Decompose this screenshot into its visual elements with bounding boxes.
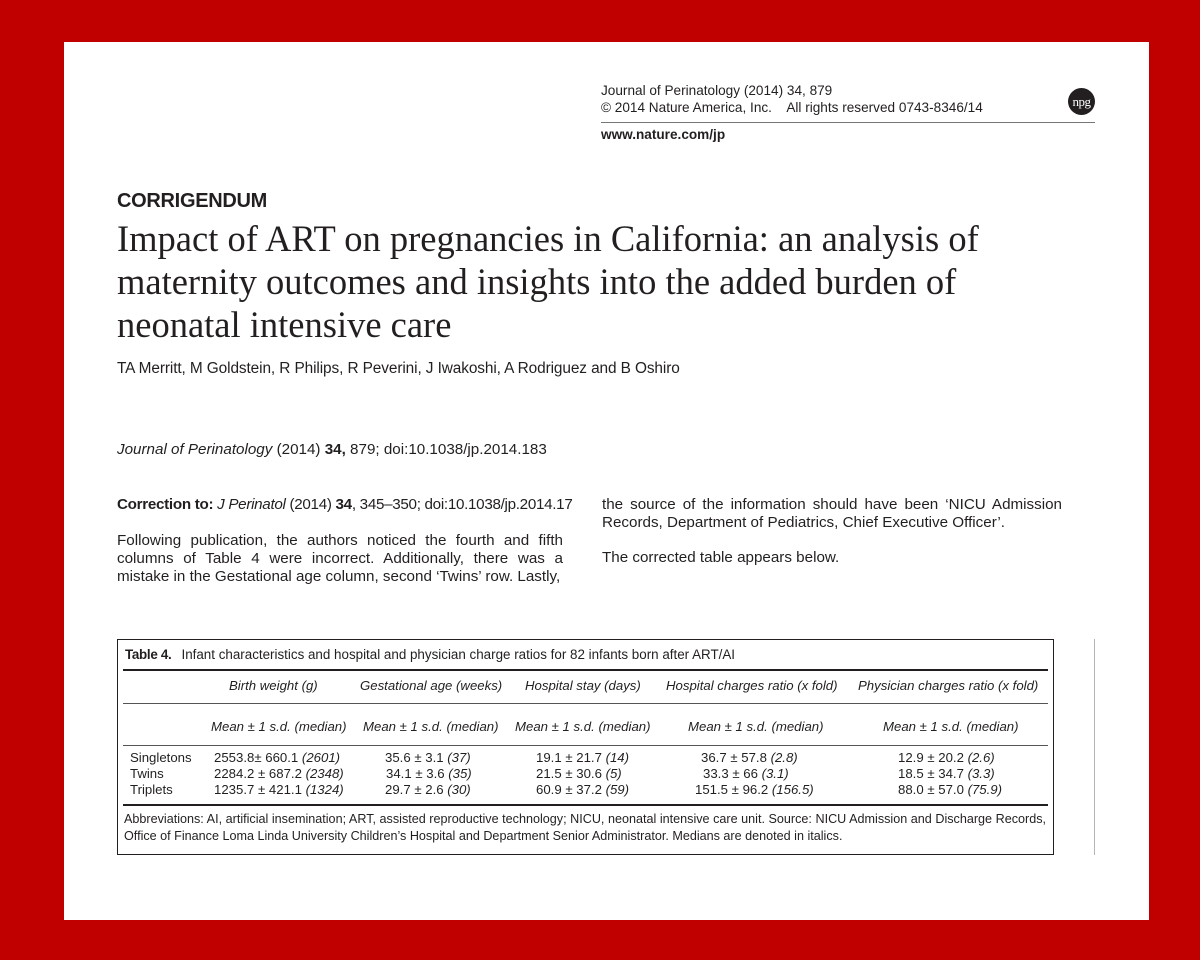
table-rule-header [123,703,1048,704]
subheader-hospital-charges: Mean ± 1 s.d. (median) [688,719,824,734]
column-header-hospital-stay: Hospital stay (days) [525,678,641,693]
table-cell: 19.1 ± 21.7 (14) [536,750,630,765]
table-cell: 36.7 ± 57.8 (2.8) [701,750,798,765]
npg-logo-text: npg [1072,94,1091,109]
citation-journal: Journal of Perinatology [117,441,273,458]
table-rule-top [123,669,1048,671]
row-label-twins: Twins [130,766,164,781]
body-paragraph-left: Following publication, the authors noticed the fourth and fifth columns of Table 4 were incorrect. Additionally, there was a mistake in the Gestational age column, second ‘Twins’ row. Lastly, [117,532,563,585]
correction-year: (2014) [285,496,336,513]
column-header-hospital-charges: Hospital charges ratio (x fold) [666,678,838,693]
correction-label: Correction to: [117,496,214,513]
citation-year: (2014) [272,441,325,458]
subheader-gestational-age: Mean ± 1 s.d. (median) [363,719,499,734]
correction-journal: J Perinatol [213,496,286,513]
column-header-birth-weight: Birth weight (g) [229,678,318,693]
table-cell: 12.9 ± 20.2 (2.6) [898,750,995,765]
margin-line [1094,639,1095,855]
document-page [64,42,1149,920]
table-cell: 18.5 ± 34.7 (3.3) [898,766,995,781]
table-cell: 21.5 ± 30.6 (5) [536,766,622,781]
correction-volume: 34 [335,496,352,513]
table-rule-bottom [123,804,1048,806]
row-label-triplets: Triplets [130,782,173,797]
citation [117,441,547,458]
correction-to [117,496,572,513]
subheader-physician-charges: Mean ± 1 s.d. (median) [883,719,1019,734]
table-cell: 88.0 ± 57.0 (75.9) [898,782,1003,797]
table-cell: 2284.2 ± 687.2 (2348) [214,766,344,781]
table-cell: 151.5 ± 96.2 (156.5) [695,782,814,797]
table-label: Table 4. [125,647,172,662]
table-caption-text: Infant characteristics and hospital and physician charge ratios for 82 infants born after ART/AI [181,647,736,662]
body-paragraph-right-2: The corrected table appears below. [602,549,840,566]
row-label-singletons: Singletons [130,750,192,765]
correction-doi[interactable]: , 345–350; doi:10.1038/jp.2014.17 [351,496,573,513]
table-cell: 29.7 ± 2.6 (30) [385,782,471,797]
citation-doi[interactable]: 879; doi:10.1038/jp.2014.183 [345,441,547,458]
author-list: TA Merritt, M Goldstein, R Philips, R Peverini, J Iwakoshi, A Rodriguez and B Oshiro [117,360,680,377]
body-paragraph-right: the source of the information should have been ‘NICU Admission Records, Department of Pediatrics, Chief Executive Officer’. [602,496,1062,531]
citation-volume: 34, [324,441,346,458]
table-rule-subheader [123,745,1048,746]
article-type: CORRIGENDUM [117,190,268,212]
header-rule [601,122,1095,123]
table-cell: 35.6 ± 3.1 (37) [385,750,471,765]
table-cell: 34.1 ± 3.6 (35) [386,766,472,781]
table-cell: 33.3 ± 66 (3.1) [703,766,789,781]
article-title: Impact of ART on pregnancies in California: an analysis of maternity outcomes and insights into the added burden of neonatal intensive care [117,218,979,345]
copyright-line: © 2014 Nature America, Inc. All rights reserved 0743-8346/14 [601,100,983,115]
table-cell: 1235.7 ± 421.1 (1324) [214,782,344,797]
journal-line: Journal of Perinatology (2014) 34, 879 [601,83,833,98]
table-4 [117,639,1054,855]
subheader-birth-weight: Mean ± 1 s.d. (median) [211,719,347,734]
column-header-gestational-age: Gestational age (weeks) [360,678,503,693]
subheader-hospital-stay: Mean ± 1 s.d. (median) [515,719,651,734]
table-caption [125,647,735,662]
table-footnote: Abbreviations: AI, artificial insemination; ART, assisted reproductive technology; NICU, neonatal intensive care unit. Source: NICU Admission and Discharge Records, Office of Finance Loma Linda University Children’s Hospital and Department Senior Administrator. Medians are denoted in italics. [124,812,1046,843]
npg-logo-icon [1068,88,1095,115]
journal-url-link[interactable]: www.nature.com/jp [601,127,726,142]
table-cell: 2553.8± 660.1 (2601) [214,750,341,765]
column-header-physician-charges: Physician charges ratio (x fold) [858,678,1039,693]
table-cell: 60.9 ± 37.2 (59) [536,782,630,797]
